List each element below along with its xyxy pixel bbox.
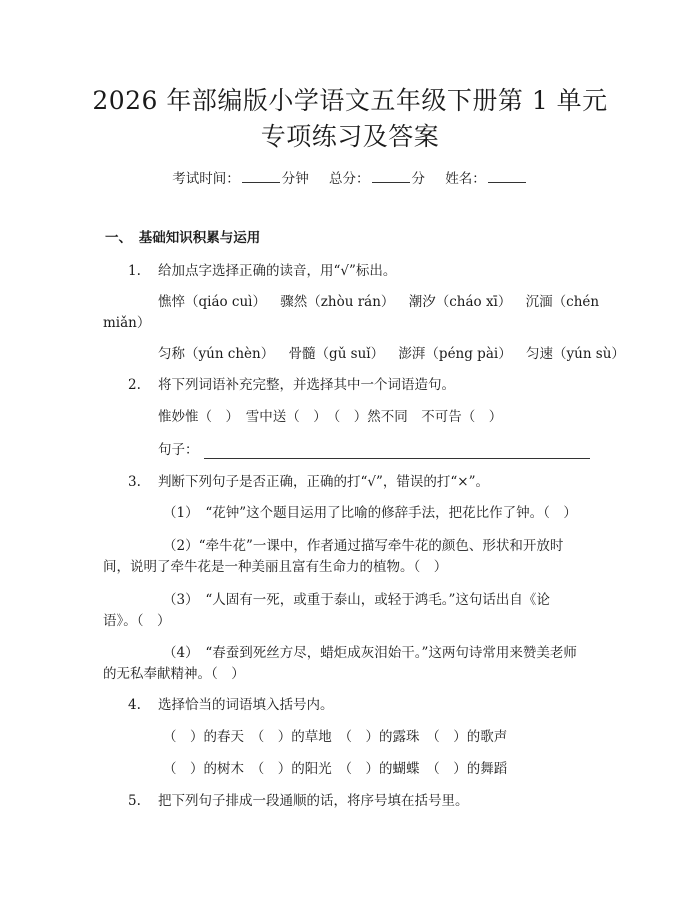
question-4-text: 选择恰当的词语填入括号内。 bbox=[158, 697, 334, 713]
sentence-label: 句子： bbox=[158, 442, 199, 458]
judgment-item-1[interactable]: （1） “花钟”这个题目运用了比喻的修辞手法，把花比作了钟。（ ） bbox=[163, 505, 577, 521]
score-blank[interactable] bbox=[372, 170, 410, 183]
name-label: 姓名： bbox=[445, 171, 486, 187]
pinyin-option[interactable]: 骨髓（gǔ suǐ） bbox=[288, 346, 385, 362]
question-2-text: 将下列词语补充完整，并选择其中一个词语造句。 bbox=[158, 377, 455, 393]
question-3-number: 3. bbox=[128, 474, 141, 490]
title-line-2: 专项练习及答案 bbox=[260, 122, 440, 151]
title-line-1: 2026 年部编版小学语文五年级下册第 1 单元 bbox=[92, 86, 608, 115]
judgment-item-3[interactable]: （3） “人固有一死，或重于泰山，或轻于鸿毛。”这句话出自《论 bbox=[163, 592, 550, 608]
question-4-row-1[interactable]: （ ）的春天 （ ）的草地 （ ）的露珠 （ ）的歌声 bbox=[163, 729, 508, 745]
question-1-row-1 bbox=[158, 296, 599, 310]
time-label: 考试时间： bbox=[172, 171, 240, 187]
question-1-row-1-wrap: miǎn） bbox=[103, 315, 151, 331]
question-1-row-2 bbox=[158, 348, 625, 362]
exam-time bbox=[172, 171, 309, 187]
question-2-number: 2. bbox=[128, 377, 141, 393]
pinyin-option[interactable]: 憔悴（qiáo cuì） bbox=[158, 294, 266, 310]
question-5-number: 5. bbox=[128, 793, 141, 809]
judgment-item-2-wrap: 间，说明了牵牛花是一种美丽且富有生命力的植物。（ ） bbox=[103, 559, 448, 575]
judgment-item-2[interactable]: （2）“牵牛花”一课中，作者通过描写牵牛花的颜色、形状和开放时 bbox=[163, 538, 564, 554]
judgment-item-4[interactable]: （4） “春蚕到死丝方尽，蜡炬成灰泪始干。”这两句诗常用来赞美老师 bbox=[163, 645, 577, 661]
judgment-item-4-wrap: 的无私奉献精神。（ ） bbox=[103, 666, 245, 682]
section-heading-1: 一、 基础知识积累与运用 bbox=[105, 230, 261, 246]
exam-meta bbox=[0, 170, 700, 187]
question-1-text: 给加点字选择正确的读音，用“√”标出。 bbox=[158, 263, 397, 279]
question-2-words[interactable]: 惟妙惟（ ） 雪中送（ ） （ ）然不同 不可告（ ） bbox=[158, 409, 503, 425]
pinyin-option[interactable]: 骤然（zhòu rán） bbox=[280, 294, 395, 310]
question-1-number: 1. bbox=[128, 263, 141, 279]
score-label: 总分： bbox=[329, 171, 370, 187]
student-name bbox=[445, 171, 528, 187]
pinyin-option[interactable]: 澎湃（péng pài） bbox=[398, 346, 512, 362]
name-blank[interactable] bbox=[488, 170, 526, 183]
time-blank[interactable] bbox=[242, 170, 280, 183]
judgment-item-3-wrap: 语》。（ ） bbox=[103, 613, 171, 629]
question-3-text: 判断下列句子是否正确，正确的打“√”，错误的打“×”。 bbox=[158, 474, 490, 490]
sentence-answer-line[interactable] bbox=[204, 458, 590, 459]
pinyin-option[interactable]: 沉湎（chén bbox=[525, 294, 600, 310]
time-unit: 分钟 bbox=[281, 171, 309, 187]
score-unit: 分 bbox=[411, 171, 425, 187]
pinyin-option[interactable]: 潮汐（cháo xī） bbox=[408, 294, 512, 310]
question-4-row-2[interactable]: （ ）的树木 （ ）的阳光 （ ）的蝴蝶 （ ）的舞蹈 bbox=[163, 761, 508, 777]
exam-score bbox=[329, 171, 425, 187]
pinyin-option[interactable]: 匀速（yún sù） bbox=[526, 346, 625, 362]
question-5-text: 把下列句子排成一段通顺的话，将序号填在括号里。 bbox=[158, 793, 469, 809]
pinyin-option[interactable]: 匀称（yún chèn） bbox=[158, 346, 275, 362]
question-4-number: 4. bbox=[128, 697, 141, 713]
